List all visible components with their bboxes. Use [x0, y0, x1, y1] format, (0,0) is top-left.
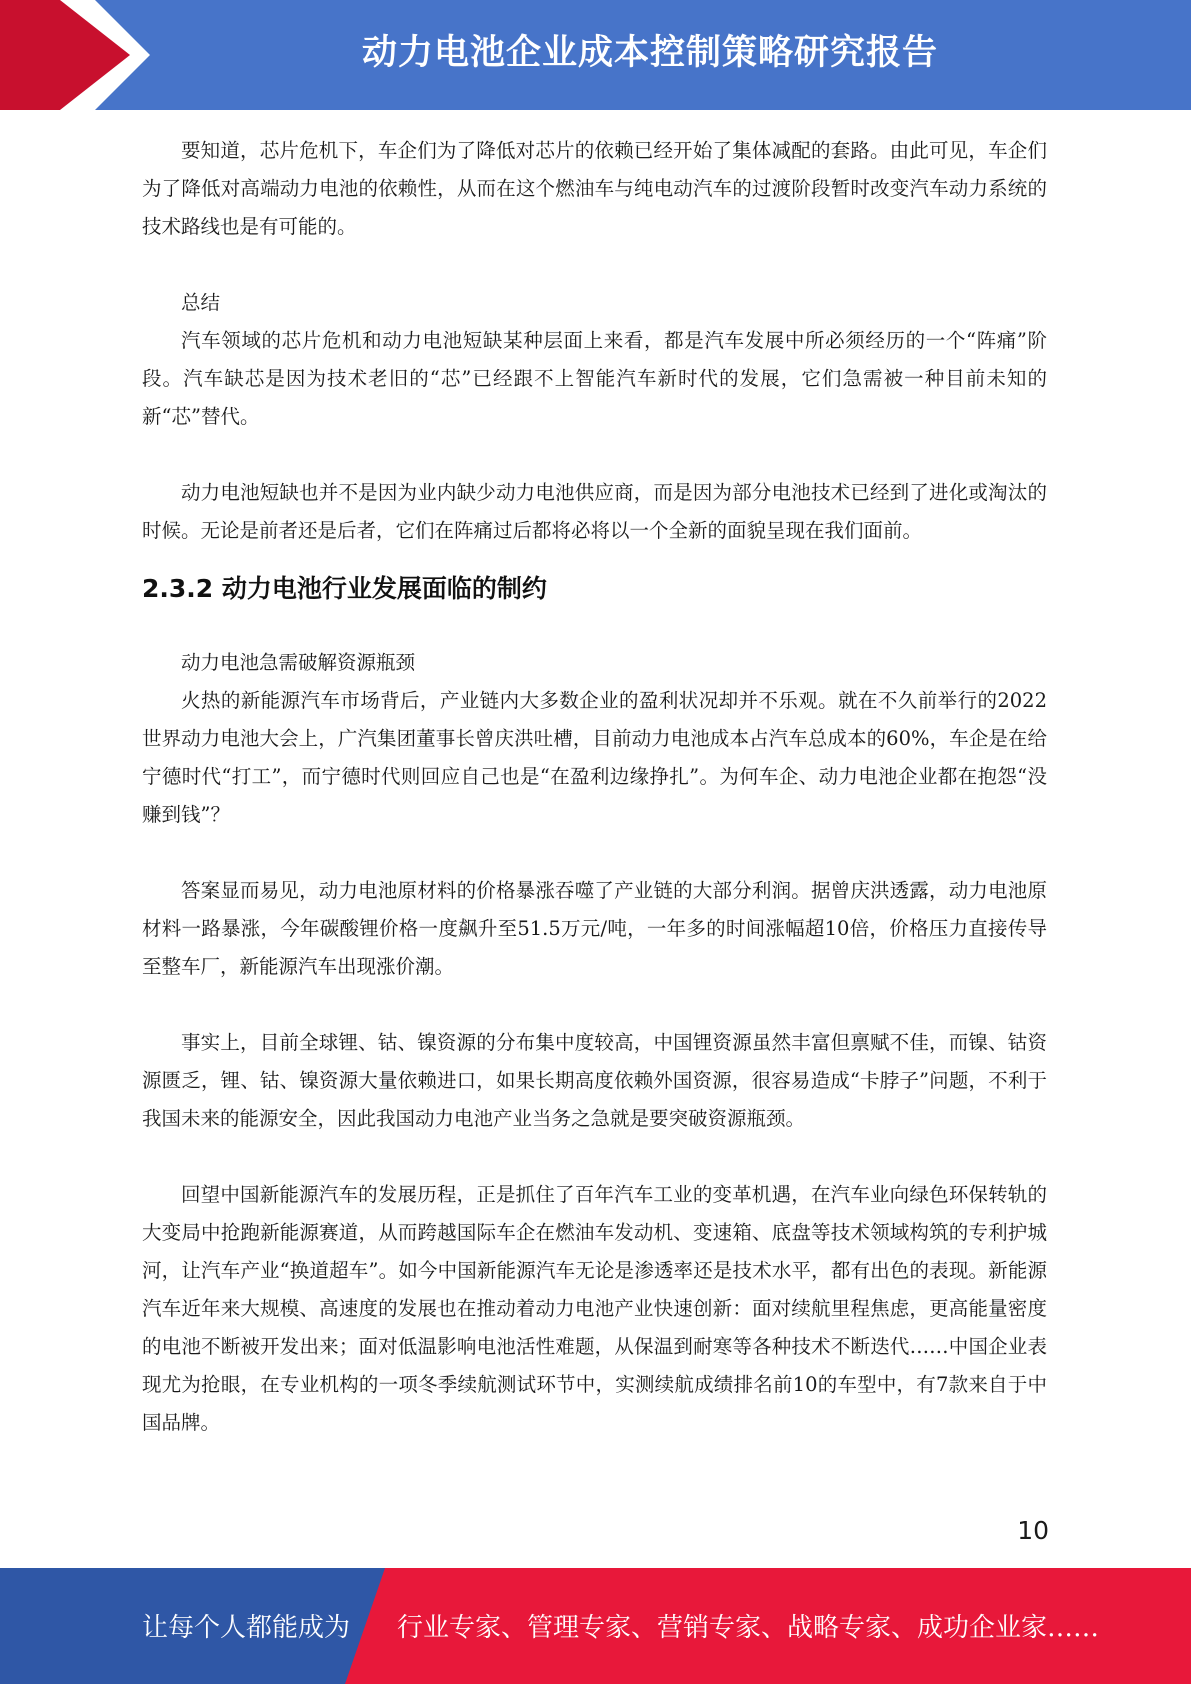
paragraph: 动力电池短缺也并不是因为业内缺少动力电池供应商，而是因为部分电池技术已经到了进化或淘汰的时候。无论是前者还是后者，它们在阵痛过后都将必将以一个全新的面貌呈现在我们面前。: [142, 481, 1047, 542]
document-body: [142, 132, 1047, 1442]
header-banner: [0, 0, 1191, 110]
subheading: 动力电池急需破解资源瓶颈: [181, 651, 416, 674]
paragraph: 事实上，目前全球锂、钴、镍资源的分布集中度较高，中国锂资源虽然丰富但禀赋不佳，而镍、钴资源匮乏，锂、钴、镍资源大量依赖进口，如果长期高度依赖外国资源，很容易造成“卡脖子”问题，不利于我国未来的能源安全，因此我国动力电池产业当务之急就是要突破资源瓶颈。: [142, 1031, 1047, 1130]
paragraph: 汽车领域的芯片危机和动力电池短缺某种层面上来看，都是汽车发展中所必须经历的一个“阵痛”阶段。汽车缺芯是因为技术老旧的“芯”已经跟不上智能汽车新时代的发展，它们急需被一种目前未知的新“芯”替代。: [142, 329, 1047, 428]
document-title: 动力电池企业成本控制策略研究报告: [361, 33, 938, 73]
page-number: 10: [1017, 1516, 1049, 1545]
paragraph: 回望中国新能源汽车的发展历程，正是抓住了百年汽车工业的变革机遇，在汽车业向绿色环保转轨的大变局中抢跑新能源赛道，从而跨越国际车企在燃油车发动机、变速箱、底盘等技术领域构筑的专利护城河，让汽车产业“换道超车”。如今中国新能源汽车无论是渗透率还是技术水平，都有出色的表现。新能源汽车近年来大规模、高速度的发展也在推动着动力电池产业快速创新：面对续航里程焦虑，更高能量密度的电池不断被开发出来；面对低温影响电池活性难题，从保温到耐寒等各种技术不断迭代……中国企业表现尤为抢眼，在专业机构的一项冬季续航测试环节中，实测续航成绩排名前10的车型中，有7款来自于中国品牌。: [142, 1183, 1047, 1434]
paragraph: 要知道，芯片危机下，车企们为了降低对芯片的依赖已经开始了集体减配的套路。由此可见，车企们为了降低对高端动力电池的依赖性，从而在这个燃油车与纯电动汽车的过渡阶段暂时改变汽车动力系统的技术路线也是有可能的。: [142, 139, 1047, 238]
section-heading: 2.3.2 动力电池行业发展面临的制约: [142, 574, 547, 603]
footer-banner: [0, 1568, 1191, 1684]
summary-label: 总结: [181, 291, 221, 314]
paragraph: 火热的新能源汽车市场背后，产业链内大多数企业的盈利状况却并不乐观。就在不久前举行的2022世界动力电池大会上，广汽集团董事长曾庆洪吐槽，目前动力电池成本占汽车总成本的60%，车企是在给宁德时代“打工”，而宁德时代则回应自己也是“在盈利边缘挣扎”。为何车企、动力电池企业都在抱怨“没赚到钱”？: [142, 689, 1047, 826]
footer-slogan-right: 行业专家、管理专家、营销专家、战略专家、成功企业家……: [397, 1613, 1100, 1643]
paragraph: 答案显而易见，动力电池原材料的价格暴涨吞噬了产业链的大部分利润。据曾庆洪透露，动力电池原材料一路暴涨，今年碳酸锂价格一度飙升至51.5万元/吨，一年多的时间涨幅超10倍，价格压力直接传导至整车厂，新能源汽车出现涨价潮。: [142, 879, 1047, 978]
footer-slogan-left: 让每个人都能成为: [142, 1613, 351, 1643]
